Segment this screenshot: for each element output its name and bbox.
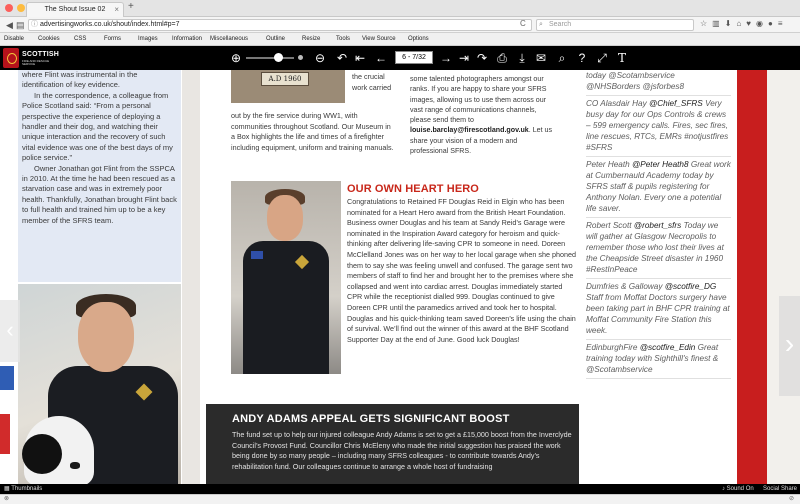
sfrs-logo[interactable]	[3, 48, 61, 68]
close-window-button[interactable]	[5, 4, 13, 12]
photo-edge-red	[0, 414, 10, 454]
dev-miscellaneous[interactable]: Miscellaneous	[210, 36, 249, 42]
flint-paragraph-3: Owner Jonathan got Flint from the SSPCA in 2010. At the time he had been rescued as a starvation case and was in extremely poor health. Thankfully, Jonathan brought Flint back to full health and trained him up to be a key member of the SFRS team.	[22, 163, 177, 225]
back-page-icon[interactable]: ⇤	[354, 51, 366, 65]
next-page-icon[interactable]: →	[440, 51, 452, 65]
douglas-reid-photo	[231, 181, 341, 374]
help-icon[interactable]: ?	[578, 51, 586, 65]
dev-cookies[interactable]: Cookies	[38, 36, 60, 42]
email-icon[interactable]: ✉	[535, 51, 547, 65]
dev-information[interactable]: Information	[172, 36, 203, 42]
extension-icon[interactable]: ◉	[756, 19, 764, 28]
museum-side-text: the crucial work carried	[352, 72, 392, 92]
zoom-slider-handle[interactable]	[274, 53, 283, 62]
next-page-arrow-icon[interactable]: ›	[779, 296, 800, 396]
page-spread	[0, 70, 800, 484]
right-page-edge	[767, 70, 800, 484]
previous-page-icon[interactable]: ←	[375, 51, 387, 65]
browser-toolbar-icons	[700, 19, 783, 28]
tab-close-icon[interactable]: ×	[114, 5, 119, 14]
pocket-icon[interactable]: ♥	[746, 19, 752, 28]
firefighter-dog-photo	[18, 284, 181, 484]
window-controls	[5, 4, 25, 12]
tweet: Dumfries & Galloway @scotfire_DG Staff from Moffat Doctors surgery have been taking part in BHF CPR training at Moffat Community Fire Station this week.	[586, 279, 731, 340]
photographers-box	[404, 70, 560, 166]
andy-adams-heading: ANDY ADAMS APPEAL GETS SIGNIFICANT BOOST	[232, 413, 510, 425]
addon-icon[interactable]: ●	[768, 19, 773, 28]
tweet: today @Scotambservice @NHSBorders @jsforbes8	[586, 70, 731, 96]
social-share-button[interactable]: Social Share	[763, 486, 798, 492]
previous-page-arrow-icon[interactable]: ‹	[0, 300, 20, 362]
photo-edge-strip	[0, 366, 14, 390]
twitter-feed-column	[582, 70, 737, 484]
tab-title: The Shout Issue 02	[44, 6, 106, 13]
sfrs-crest-icon	[3, 48, 19, 68]
andy-adams-text: The fund set up to help our injured colleague Andy Adams is set to get a £15,000 boost from the Inverclyde Council’s Provost Fund. Councillor Chris McEleny who made the initial suggestion has praised the work being done by so many people – including many SFRS colleagues - to contribute towards Andy’s rehabilitation fund. Our colleagues continue to arrange a whole host of fundraising	[232, 430, 572, 471]
download-pdf-icon[interactable]: ⤓	[519, 51, 525, 65]
flipbook-viewer[interactable]	[0, 70, 800, 484]
tab-active[interactable]	[26, 2, 124, 17]
flint-article	[18, 70, 181, 282]
zoom-out-icon[interactable]: ⊖	[314, 51, 326, 65]
reader-icon[interactable]: ▤	[16, 20, 25, 30]
sound-toggle[interactable]: ♪ Sound On	[722, 486, 754, 492]
zoom-level-dot	[298, 55, 303, 60]
search-input[interactable]	[536, 19, 694, 31]
navigation-bar	[0, 17, 800, 33]
flipbook-toolbar	[0, 46, 800, 70]
zoom-in-icon[interactable]: ⊕	[230, 51, 242, 65]
url-text: advertisingworks.co.uk/shout/index.html#p=7	[40, 21, 180, 28]
dev-options[interactable]: Options	[408, 36, 429, 42]
page-number-input[interactable]	[395, 51, 433, 64]
tweet: CO Alasdair Hay @Chief_SFRS Very busy day for our Ops Controls & crews – 599 emergency calls. Fires, sec fires, line rescues, RTCs, EMRs #notjustfires #SFRS	[586, 96, 731, 157]
page-edge-red	[737, 70, 767, 484]
flipbook-bottom-bar	[0, 484, 800, 494]
new-tab-button[interactable]: +	[128, 1, 134, 12]
download-icon[interactable]: ⬇	[724, 19, 732, 28]
museum-plaque: A.D 1960	[261, 72, 309, 86]
logo-subtitle: FIRE AND RESCUE SERVICE	[22, 59, 50, 66]
dev-resize[interactable]: Resize	[302, 36, 321, 42]
home-icon[interactable]: ⌂	[736, 19, 742, 28]
last-page-icon[interactable]: ⇥	[458, 51, 470, 65]
photographers-text: some talented photographers amongst our ranks. If you are happy to share your SFRS images, allowing us to use them across our vast range of communications channels, please send them to louise.barclay@firescotland.gov.uk. Let us share your vision of a modern and professional SFRS.	[410, 75, 553, 156]
thumbnails-button[interactable]: ▦ Thumbnails	[4, 486, 43, 492]
reload-icon[interactable]: C	[520, 19, 526, 28]
dev-outline[interactable]: Outline	[266, 36, 286, 42]
bookmark-star-icon[interactable]: ☆	[700, 19, 708, 28]
library-icon[interactable]: ▥	[712, 19, 720, 28]
museum-box-photo	[231, 70, 345, 103]
dev-images[interactable]: Images	[138, 36, 158, 42]
search-icon: ⌕	[539, 21, 543, 28]
left-page	[0, 70, 182, 484]
saltire-patch-icon	[251, 251, 263, 259]
tweet: EdinburghFire @scotfire_Edin Great training today with Sighthill's finest & @Scotambservice	[586, 340, 731, 379]
dev-forms[interactable]: Forms	[104, 36, 121, 42]
dev-disable[interactable]: Disable	[4, 36, 25, 42]
tweet: Peter Heath @Peter Heath8 Great work at Cumbernauld Academy today by SFRS staff & pupils registering for Anthony Nolan. Every one a potential life saver.	[586, 157, 731, 218]
menu-icon[interactable]: ≡	[777, 19, 783, 28]
dev-view-source[interactable]: View Source	[362, 36, 396, 42]
url-bar[interactable]	[28, 19, 532, 31]
tweet: Robert Scott @robert_sfrs Today we will gather at Glasgow Necropolis to remember those who lost their lives at the Cheapside Street disaster in 1960 #RestInPeace	[586, 218, 731, 279]
heart-hero-text: Congratulations to Retained FF Douglas Reid in Elgin who has been nominated for a Heart Hero award from the British Heart Foundation. Business owner Douglas and his team at Sandy Reid’s Garage were nominated in the Inspiration Award category for heroism and quick-thinking after delivering life-saving CPR to someone in need. Doreen McClelland Jones was on her way to her local garage when she phoned them to say she was feeling unwell and confused. The garage sent two members of staff to find her and brought her to the premises where she collapsed and went into cardiac arrest. Douglas immediately started CPR while the receptionist dialled 999. Douglas continued to give Doreen CPR until the paramedics arrived and took her to hospital. Douglas and his quick-thinking team saved Doreen’s life using the chain of survival. We’ll find out the winner of this award at the BHF Scotland Supporter Day at the end of June. Good luck Douglas!	[347, 197, 576, 344]
share-icon[interactable]: ↷	[476, 51, 488, 65]
flint-paragraph-1: where Flint was instrumental in the identification of key evidence.	[22, 70, 138, 90]
text-mode-icon[interactable]: T	[617, 51, 626, 65]
search-placeholder: Search	[549, 21, 572, 28]
fullscreen-icon[interactable]: ⤢	[597, 51, 607, 65]
dev-css[interactable]: CSS	[74, 36, 87, 42]
zoom-slider[interactable]	[246, 57, 294, 59]
status-right-icon[interactable]: ⊘	[789, 496, 795, 502]
search-icon[interactable]: ⌕	[558, 51, 566, 65]
tab-bar	[0, 0, 800, 17]
print-icon[interactable]: ⎙	[497, 51, 507, 65]
dev-tools[interactable]: Tools	[336, 36, 351, 42]
status-left-icon[interactable]: ⊗	[4, 496, 10, 502]
web-developer-toolbar	[0, 33, 800, 46]
photographers-email[interactable]: louise.barclay@firescotland.gov.uk	[410, 126, 529, 135]
minimize-window-button[interactable]	[17, 4, 25, 12]
logo-title: SCOTTISH	[22, 51, 59, 58]
browser-status-bar	[0, 494, 800, 504]
back-icon[interactable]: ◀	[6, 20, 13, 30]
site-info-icon[interactable]: ⓘ	[31, 21, 38, 28]
flint-paragraph-2: In the correspondence, a colleague from Police Scotland said: “From a personal perspective the experience of deploying a handler and their dog, and watching their unique interaction and the recovery of such vital evidence was one of the best days of my police service.”	[22, 90, 173, 163]
museum-text: out by the fire service during WW1, with communities throughout Scotland. Our Museum in a Box highlights the life and times of a firefighter including equipment, uniform and training manuals.	[231, 111, 394, 152]
heart-hero-heading: OUR OWN HEART HERO	[347, 183, 479, 195]
undo-icon[interactable]: ↶	[336, 51, 348, 65]
